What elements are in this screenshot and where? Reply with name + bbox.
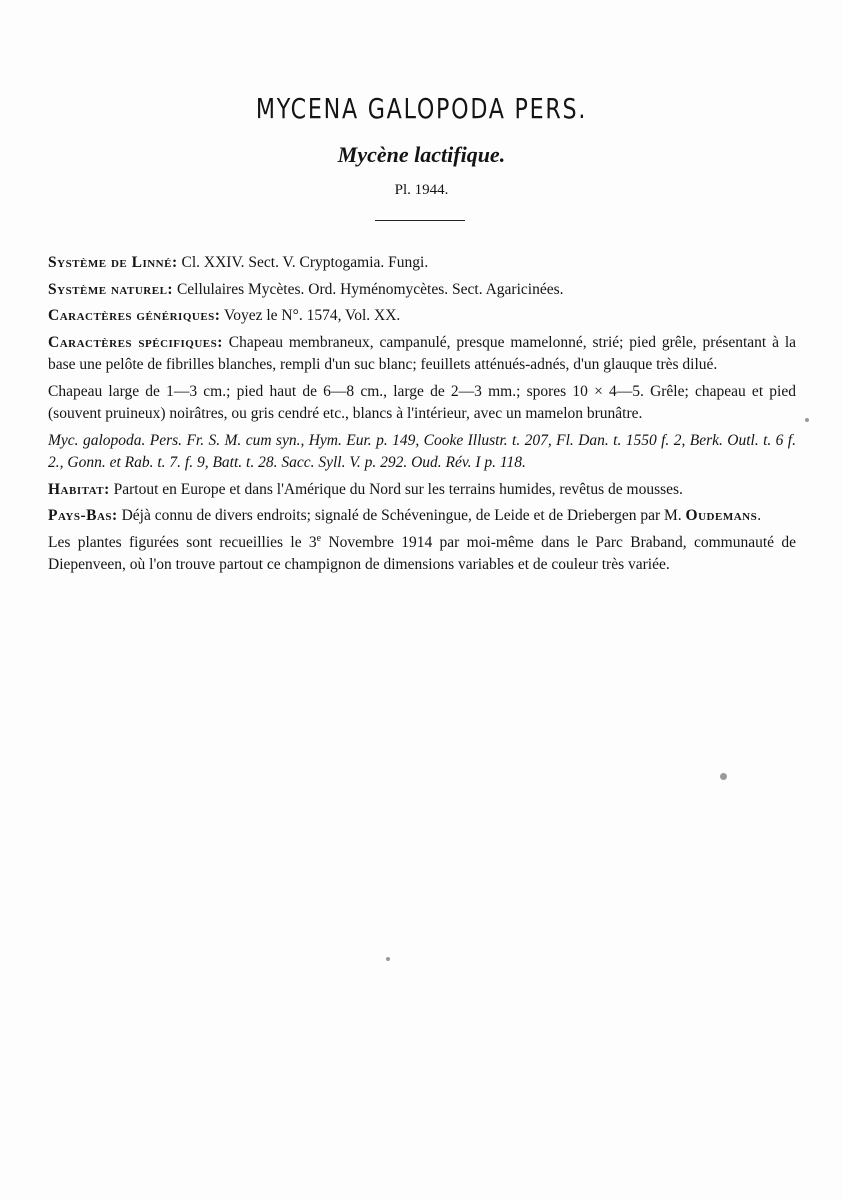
- superscript-e: e: [316, 532, 322, 544]
- paragraph-habitat: [48, 479, 796, 502]
- text-naturel: Cellulaires Mycètes. Ord. Hyménomycètes. Sect. Agaricinées.: [173, 280, 564, 298]
- label-generiques: Caractères génériques:: [48, 307, 221, 324]
- paper-speck: [386, 957, 390, 961]
- label-habitat: Habitat:: [48, 480, 110, 498]
- plate-number: Pl. 1944.: [394, 182, 449, 198]
- label-paysbas: Pays-Bas:: [48, 507, 118, 524]
- paragraph-linne: [48, 252, 796, 275]
- text-dimensions: Chapeau large de 1—3 cm.; pied haut de 6—8 cm., large de 2—3 mm.; spores 10 × 4—5. Grêle; chapeau et pied (souvent pruineux) noirâtres, ou gris cendré etc., blancs à l'intérieur, avec un mamelon brunâtre.: [48, 382, 796, 422]
- text-generiques: Voyez le N°. 1574, Vol. XX.: [220, 307, 401, 324]
- label-specifiques: Caractères spécifiques:: [48, 333, 223, 351]
- text-paysbas: Déjà connu de divers endroits; signalé de Schéveningue, de Leide et de Driebergen par M.: [117, 507, 686, 524]
- label-naturel: Système naturel:: [48, 280, 174, 298]
- paragraph-dimensions: [48, 381, 796, 426]
- author-name: Oudemans: [685, 507, 758, 524]
- paragraph-plantes: [48, 532, 796, 577]
- text-paysbas-end: .: [757, 507, 762, 524]
- paragraph-specifiques: [48, 332, 796, 377]
- text-plantes-a: Les plantes figurées sont recueillies le 3: [48, 533, 317, 551]
- paper-speck: [805, 418, 809, 422]
- document-body: [48, 252, 796, 581]
- text-linne: Cl. XXIV. Sect. V. Cryptogamia. Fungi.: [177, 254, 429, 271]
- paragraph-references: [48, 430, 796, 475]
- label-linne: Système de Linné:: [48, 254, 178, 271]
- text-references: Myc. galopoda. Pers. Fr. S. M. cum syn., Hym. Eur. p. 149, Cooke Illustr. t. 207, Fl. Dan. t. 1550 f. 2, Berk. Outl. t. 6 f. 2., Gonn. et Rab. t. 7. f. 9, Batt. t. 28. Sacc. Syll. V. p. 292. Oud. Rév. I p. 118.: [48, 431, 796, 471]
- text-specifiques: Chapeau membraneux, campanulé, presque mamelonné, strié; pied grêle, présentant à la base une pelôte de fibrilles blanches, rempli d'un suc blanc; feuillets atténués-adnés, d'un glauque très dilué.: [48, 333, 797, 373]
- paragraph-paysbas: [48, 505, 796, 528]
- text-plantes-b: Novembre 1914 par moi-même dans le Parc Braband, communauté de Diepenveen, où l'on trouve partout ce champignon de dimensions variables et de couleur très variée.: [48, 533, 796, 573]
- text-habitat: Partout en Europe et dans l'Amérique du Nord sur les terrains humides, revêtus de mousses.: [109, 480, 683, 498]
- paragraph-naturel: [48, 279, 796, 302]
- paper-speck: [720, 773, 727, 780]
- header-divider: [375, 220, 465, 221]
- page-subtitle: Mycène lactifique.: [337, 142, 506, 167]
- page-title: MYCENA GALOPODA PERS.: [255, 92, 588, 125]
- paragraph-generiques: [48, 305, 796, 328]
